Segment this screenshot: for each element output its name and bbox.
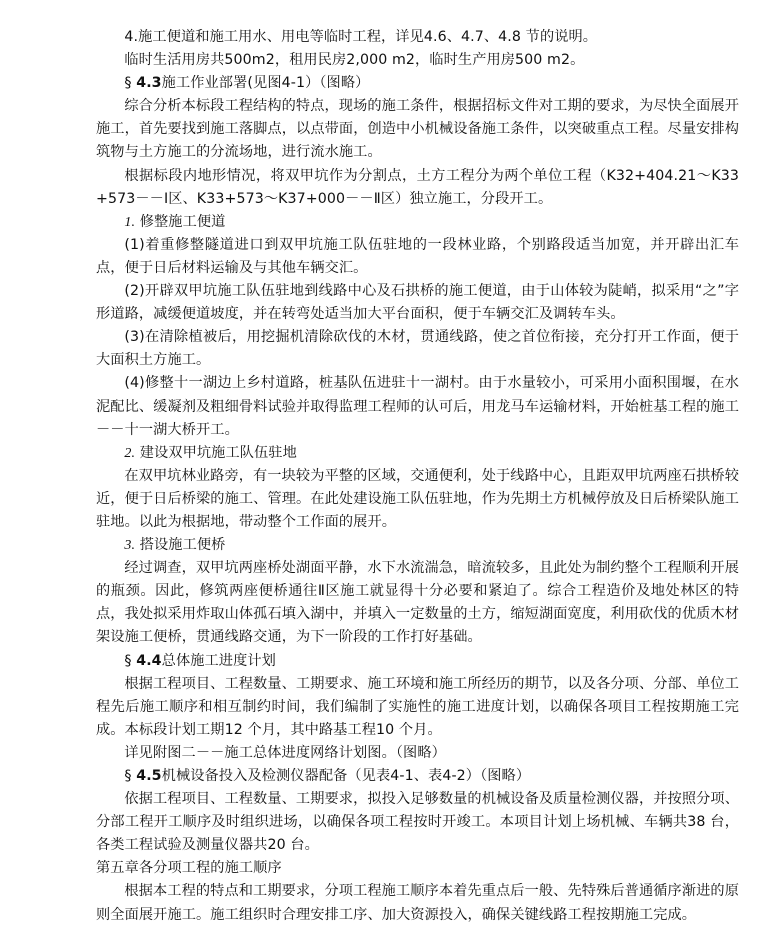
paragraph-text: (1)着重修整隧道进口到双甲坑施工队伍驻地的一段林业路，个别路段适当加宽，并开辟出汇车点，便于日后材料运输及与其他车辆交汇。	[96, 236, 739, 276]
paragraph-item-3	[96, 326, 739, 372]
subheading-number: 3.	[124, 538, 136, 554]
paragraph-text: (3)在清除植被后，用挖掘机清除砍伐的木材，贯通线路，使之首位衔接，充分打开工作面，便于大面积土方施工。	[96, 329, 739, 369]
subheading-2	[96, 442, 739, 465]
chapter-heading	[96, 857, 739, 880]
section-note: (见图4-1）（图略）	[247, 75, 370, 92]
paragraph-schedule	[96, 673, 739, 742]
paragraph-sequence	[96, 880, 739, 926]
section-heading-4-3	[96, 72, 739, 95]
paragraph-text: 根据工程项目、工程数量、工期要求、施工环境和施工所经历的期节，以及各分项、分部、单位工程先后施工顺序和相互制约时间，我们编制了实施性的施工进度计划，以确保各项目工程按期施工完成。本标段计划工期12 个月，其中路基工程10 个月。	[96, 675, 739, 738]
section-mark: §	[124, 652, 132, 669]
section-number: 4.3	[136, 75, 162, 92]
paragraph-item-4	[96, 372, 739, 441]
paragraph-text: 在双甲坑林业路旁，有一块较为平整的区域，交通便利，处于线路中心，且距双甲坑两座石拱桥较近，便于日后桥梁的施工、管理。在此处建设施工队伍驻地，作为先期土方机械停放及日后桥梁队施工驻地。以此为根据地，带动整个工作面的展开。	[96, 467, 739, 530]
paragraph-item-2	[96, 280, 739, 326]
paragraph-text: (2)开辟双甲坑施工队伍驻地到线路中心及石拱桥的施工便道，由于山体较为陡峭，拟采用“之”字形道路，减缓便道坡度，并在转弯处适当加大平台面积，便于车辆交汇及调转车头。	[96, 283, 739, 323]
subheading-title: 建设双甲坑施工队伍驻地	[139, 444, 297, 461]
paragraph-housing	[96, 49, 739, 72]
subheading-number: 1.	[124, 214, 136, 230]
paragraph-terrain	[96, 165, 739, 211]
section-title: 机械设备投入及检测仪器配备	[161, 768, 348, 784]
chapter-title: 第五章各分项工程的施工顺序	[96, 860, 282, 877]
section-mark: §	[124, 768, 132, 784]
paragraph-text: 详见附图二－－施工总体进度网络计划图。（图略）	[124, 744, 446, 761]
paragraph-network-plan	[96, 742, 739, 765]
paragraph-temporary-works	[96, 26, 739, 49]
paragraph-text: 临时生活用房共500m2，租用民房2,000 m2，临时生产用房500 m2。	[124, 52, 585, 69]
section-mark: §	[124, 75, 132, 92]
section-number: 4.4	[136, 652, 162, 669]
section-heading-4-4	[96, 650, 739, 673]
paragraph-text: 依据工程项目、工程数量、工期要求，拟投入足够数量的机械设备及质量检测仪器，并按照分项、分部工程开工顺序及时组织进场，以确保各项工程按时开竣工。本项目计划上场机械、车辆共38 台，各类工程试验及测量仪器共20 台。	[96, 791, 739, 854]
paragraph-bridge	[96, 557, 739, 649]
paragraph-text: (4)修整十一湖边上乡村道路，桩基队伍进驻十一湖村。由于水量较小，可采用小面积围堰，在水泥配比、缓凝剂及粗细骨料试验并取得监理工程师的认可后，用龙马车运输材料，开始桩基工程的施工－－十一湖大桥开工。	[96, 375, 739, 438]
paragraph-text: 经过调查，双甲坑两座桥处湖面平静，水下水流湍急，暗流较多，且此处为制约整个工程顺利开展的瓶颈。因此，修筑两座便桥通往Ⅱ区施工就显得十分必要和紧迫了。综合工程造价及地处林区的特点，我处拟采用炸取山体孤石填入湖中，并填入一定数量的土方，缩短湖面宽度，利用砍伐的优质木材架设施工便桥，贯通线路交通，为下一阶段的工作打好基础。	[96, 560, 739, 646]
paragraph-equipment	[96, 788, 739, 857]
subheading-number: 2.	[124, 445, 136, 461]
section-number: 4.5	[136, 768, 162, 784]
paragraph-item-1	[96, 234, 739, 280]
paragraph-text: 4.施工便道和施工用水、用电等临时工程，详见4.6、4.7、4.8 节的说明。	[124, 29, 598, 45]
paragraph-text: 根据标段内地形情况，将双甲坑作为分割点，土方工程分为两个单位工程（K32+404.21～K33+573－－Ⅰ区、K33+573～K37+000－－Ⅱ区）独立施工，分段开工。	[96, 167, 739, 207]
subheading-3	[96, 534, 739, 557]
paragraph-analysis	[96, 95, 739, 164]
paragraph-text: 综合分析本标段工程结构的特点，现场的施工条件，根据招标文件对工期的要求，为尽快全面展开施工，首先要找到施工落脚点，以点带面，创造中小机械设备施工条件，以突破重点工程。尽量安排构筑物与土方施工的分流场地，进行流水施工。	[96, 98, 739, 161]
subheading-title: 修整施工便道	[139, 213, 226, 230]
paragraph-camp	[96, 465, 739, 534]
section-title: 总体施工进度计划	[161, 652, 276, 669]
section-note: （见表4-1、表4-2）（图略）	[347, 768, 531, 784]
document-body	[96, 26, 739, 927]
section-title: 施工作业部署	[161, 75, 248, 92]
subheading-title: 搭设施工便桥	[139, 537, 226, 554]
section-heading-4-5	[96, 765, 739, 788]
subheading-1	[96, 211, 739, 234]
page-margin	[0, 0, 96, 875]
paragraph-text: 根据本工程的特点和工期要求，分项工程施工顺序本着先重点后一般、先特殊后普通循序渐进的原则全面展开施工。施工组织时合理安排工序、加大资源投入，确保关键线路工程按期施工完成。	[96, 883, 739, 923]
